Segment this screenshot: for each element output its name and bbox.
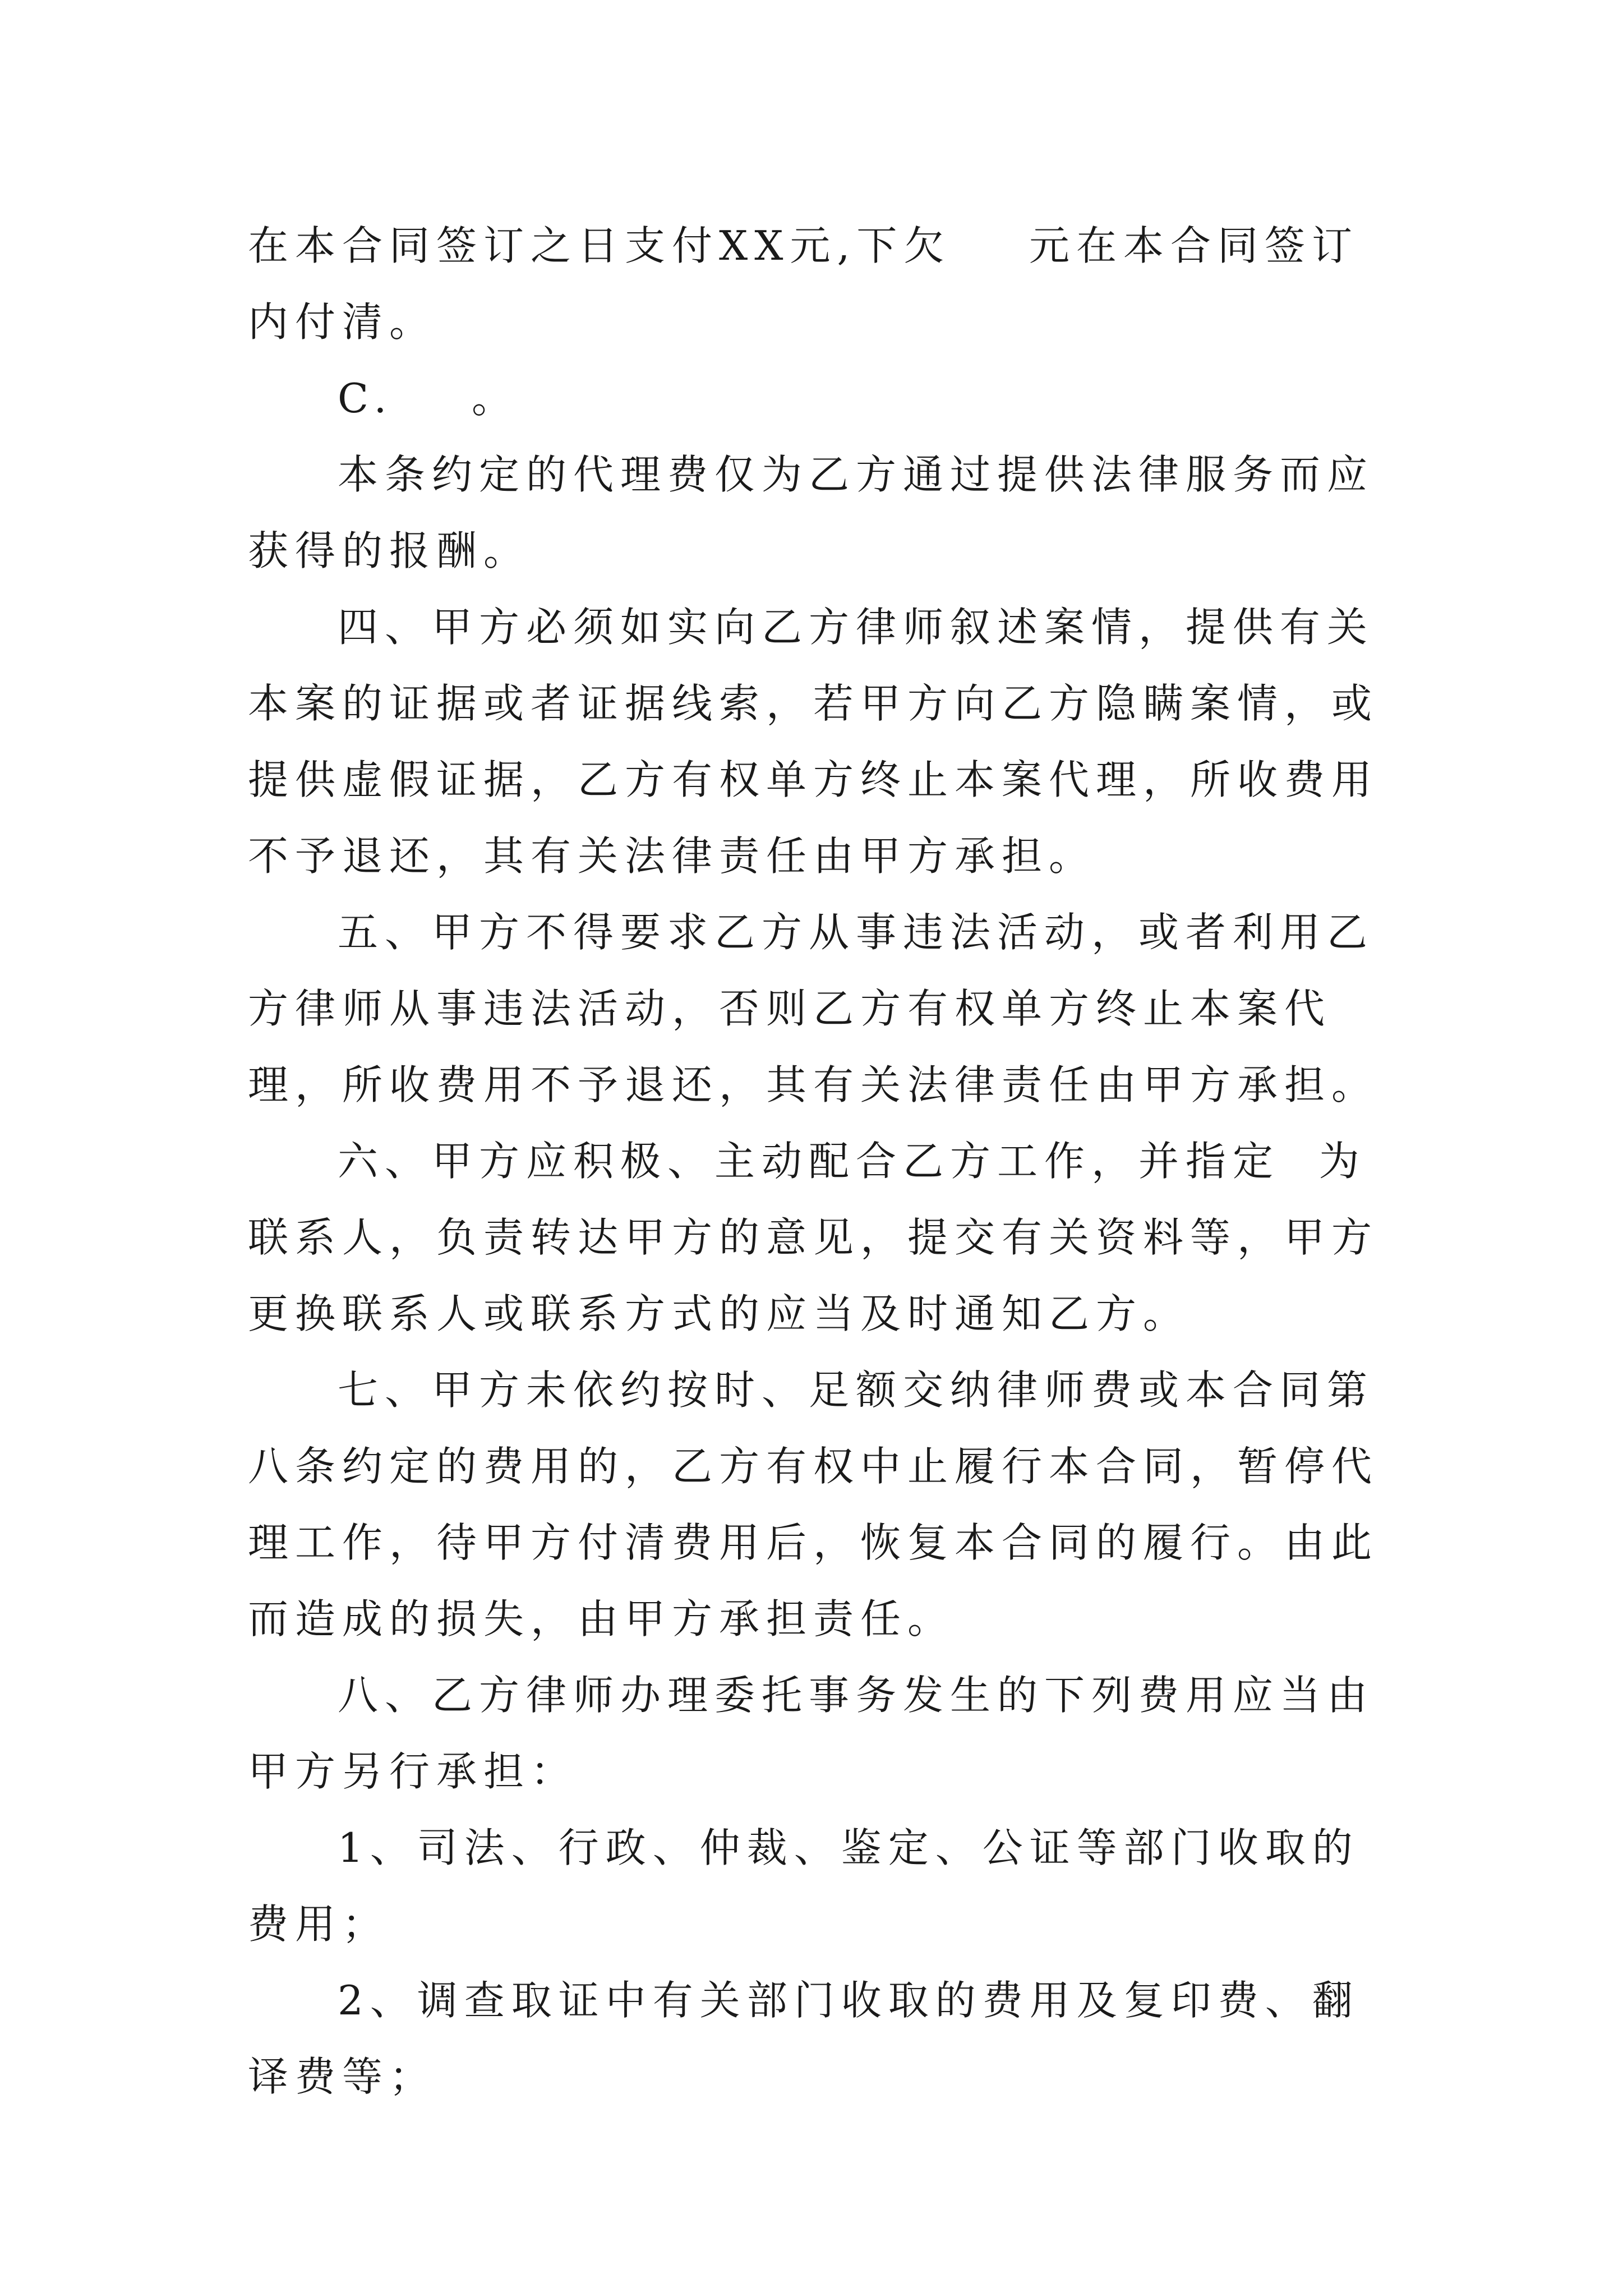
paragraph-fee-note: 本条约定的代理费仅为乙方通过提供法律服务而应获得的报酬。 (248, 451, 1375, 574)
clause-eight-item-2: 2、调查取证中有关部门收取的费用及复印费、翻译费等； (248, 1977, 1359, 2100)
clause-five: 五、甲方不得要求乙方从事违法活动，或者利用乙方律师从事违法活动，否则乙方有权单方终止本案代理，所收费用不予退还，其有关法律责任由甲方承担。 (248, 909, 1379, 1108)
clause-seven: 七、甲方未依约按时、足额交纳律师费或本合同第八条约定的费用的，乙方有权中止履行本合同，暂停代理工作，待甲方付清费用后，恢复本合同的履行。由此而造成的损失，由甲方承担责任。 (248, 1366, 1379, 1642)
clause-six: 六、甲方应积极、主动配合乙方工作，并指定 为联系人，负责转达甲方的意见，提交有关资料等，甲方更换联系人或联系方式的应当及时通知乙方。 (248, 1138, 1379, 1337)
contract-body (248, 208, 1403, 2115)
clause-four: 四、甲方必须如实向乙方律师叙述案情，提供有关本案的证据或者证据线索，若甲方向乙方隐瞒案情，或提供虚假证据，乙方有权单方终止本案代理，所收费用不予退还，其有关法律责任由甲方承担。 (248, 604, 1379, 880)
clause-eight-item-1: 1、司法、行政、仲裁、鉴定、公证等部门收取的费用； (248, 1824, 1359, 1948)
clause-eight: 八、乙方律师办理委托事务发生的下列费用应当由甲方另行承担： (248, 1672, 1375, 1795)
paragraph-option-c: C. 。 (338, 375, 519, 422)
paragraph-payment-terms: 在本合同签订之日支付XX元,下欠 元在本合同签订 内付清。 (248, 222, 1359, 346)
